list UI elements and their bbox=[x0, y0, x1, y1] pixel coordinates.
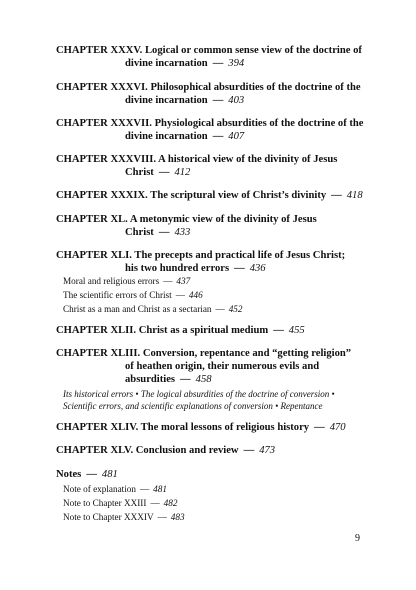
page-number: 458 bbox=[195, 374, 212, 385]
page-number: 483 bbox=[170, 512, 185, 522]
subentry: Christ as a man and Christ as a sectarian — 452 bbox=[63, 304, 243, 314]
toc-entry-xlii bbox=[56, 324, 386, 337]
chapter-title-line1: CHAPTER XXXVII. Physiological absurdities of the doctrine of the bbox=[56, 118, 364, 129]
subentry: Moral and religious errors — 437 bbox=[63, 276, 191, 286]
page-number: 433 bbox=[174, 227, 191, 238]
page-number: 473 bbox=[259, 445, 276, 456]
page-number: 394 bbox=[228, 58, 245, 69]
chapter-title: CHAPTER XXXIX. The scriptural view of Christ’s divinity — 418 bbox=[56, 190, 363, 201]
chapter-title-line1: CHAPTER XL. A metonymic view of the divinity of Jesus bbox=[56, 214, 317, 225]
toc-entry-xxxix bbox=[56, 189, 386, 202]
toc-entry-xliii bbox=[56, 347, 386, 386]
chapter-summary: Its historical errors • The logical absurdities of the doctrine of conversion • Scientific errors, and scientific explanations of conversion • Repentance bbox=[63, 389, 335, 411]
toc-entry-xlv bbox=[56, 444, 386, 457]
toc-entry-xxxvi bbox=[56, 81, 386, 107]
subentry: The scientific errors of Christ — 446 bbox=[63, 290, 203, 300]
page-number: 482 bbox=[163, 498, 178, 508]
subentry: Note to Chapter XXXIV — 483 bbox=[63, 512, 185, 522]
chapter-title-line1: CHAPTER XLI. The precepts and practical life of Jesus Christ; bbox=[56, 250, 346, 261]
chapter-title-line2: divine incarnation — 403 bbox=[125, 95, 245, 106]
page-number: 481 bbox=[101, 469, 118, 480]
page-number: 437 bbox=[176, 276, 191, 286]
page-number: 481 bbox=[153, 484, 167, 494]
subentry: Note to Chapter XXIII — 482 bbox=[63, 498, 178, 508]
toc-entry-xxxviii bbox=[56, 153, 386, 179]
toc-entry-xli bbox=[56, 249, 386, 275]
chapter-title-line2: his two hundred errors — 436 bbox=[125, 263, 266, 274]
chapter-title: CHAPTER XLIV. The moral lessons of religious history — 470 bbox=[56, 422, 346, 433]
page-number: 412 bbox=[174, 167, 191, 178]
chapter-title-line1: CHAPTER XLIII. Conversion, repentance and “getting religion” bbox=[56, 348, 352, 359]
chapter-title-line1: CHAPTER XXXVI. Philosophical absurdities of the doctrine of the bbox=[56, 82, 361, 93]
toc-entry-notes bbox=[56, 468, 386, 481]
chapter-title-line2: of heathen origin, their numerous evils and bbox=[125, 361, 320, 372]
page-folio-number: 9 bbox=[355, 533, 360, 544]
page-number: 436 bbox=[249, 263, 266, 274]
toc-entry-xliv bbox=[56, 421, 386, 434]
chapter-title-line3: absurdities — 458 bbox=[125, 374, 212, 385]
chapter-title-line1: CHAPTER XXXVIII. A historical view of the divinity of Jesus bbox=[56, 154, 338, 165]
toc-entry-xxxv bbox=[56, 44, 386, 70]
page-number: 455 bbox=[288, 325, 305, 336]
chapter-title-line1: CHAPTER XXXV. Logical or common sense view of the doctrine of bbox=[56, 45, 362, 56]
chapter-title-line2: divine incarnation — 394 bbox=[125, 58, 245, 69]
page-number: 418 bbox=[346, 190, 363, 201]
notes-title: Notes — 481 bbox=[56, 469, 118, 480]
page-number: 403 bbox=[228, 95, 245, 106]
toc-entry-xxxvii bbox=[56, 117, 386, 143]
toc-entry-xl bbox=[56, 213, 386, 239]
subentry: Note of explanation — 481 bbox=[63, 484, 167, 494]
chapter-title-line2: divine incarnation — 407 bbox=[125, 131, 245, 142]
page-number: 407 bbox=[228, 131, 245, 142]
chapter-title: CHAPTER XLII. Christ as a spiritual medium — 455 bbox=[56, 325, 305, 336]
page-number: 452 bbox=[228, 304, 243, 314]
page-number: 446 bbox=[188, 290, 203, 300]
page-number: 470 bbox=[329, 422, 346, 433]
chapter-title: CHAPTER XLV. Conclusion and review — 473 bbox=[56, 445, 276, 456]
chapter-title-line2: Christ — 433 bbox=[125, 227, 191, 238]
chapter-title-line2: Christ — 412 bbox=[125, 167, 191, 178]
